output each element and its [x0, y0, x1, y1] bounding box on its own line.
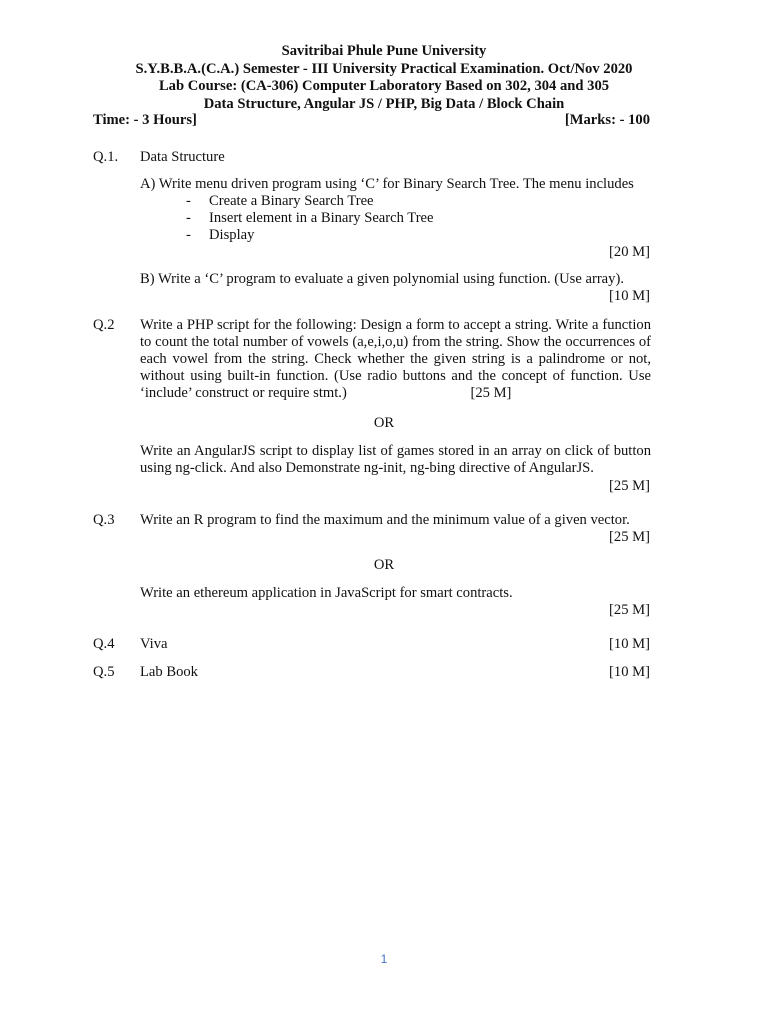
q3-text-2: Write an ethereum application in JavaScript for smart contracts.	[140, 585, 513, 601]
q2-text-1: Write a PHP script for the following: Design a form to accept a string. Write a function to count the total number of vowels (a,e,i,o,u) from the string. Show the occurrences of each vowel from the string. Check whether the given string is a palindrome or not, without using built-in function. (Use radio buttons and the concept of function. Use ‘include’ construct or require stmt.)	[140, 317, 651, 401]
q2-number: Q.2	[93, 317, 115, 333]
q4-text: Viva	[140, 636, 168, 652]
q1-bullet-item: Create a Binary Search Tree	[209, 193, 374, 209]
q2-marks-2: [25 M]	[609, 478, 650, 494]
q2-or: OR	[373, 415, 395, 431]
q3-number: Q.3	[93, 512, 115, 528]
q5-text: Lab Book	[140, 664, 198, 680]
q1-a-marks: [20 M]	[609, 244, 650, 260]
q3-marks-2: [25 M]	[609, 602, 650, 618]
q1-bullet-item: Insert element in a Binary Search Tree	[209, 210, 434, 226]
q1-bullet-item: Display	[209, 227, 255, 243]
q5-marks: [10 M]	[609, 664, 650, 680]
total-marks-label: [Marks: - 100	[564, 112, 650, 128]
q1-b-marks: [10 M]	[609, 288, 650, 304]
subjects-line: Data Structure, Angular JS / PHP, Big Data / Block Chain	[203, 95, 565, 112]
q3-or: OR	[373, 557, 395, 573]
q1-number: Q.1.	[93, 149, 119, 165]
time-label: Time: - 3 Hours]	[93, 112, 197, 128]
paper-header	[0, 43, 768, 113]
q4-number: Q.4	[93, 636, 115, 652]
q1-bullet-dash: -	[186, 227, 191, 243]
q5-number: Q.5	[93, 664, 115, 680]
page-number: 1	[380, 952, 388, 966]
q1-bullet-dash: -	[186, 210, 191, 226]
q2-option-2	[140, 443, 651, 477]
course-title: Lab Course: (CA-306) Computer Laboratory Based on 302, 304 and 305	[158, 78, 610, 94]
exam-title: S.Y.B.B.A.(C.A.) Semester - III University Practical Examination. Oct/Nov 2020	[135, 60, 633, 77]
q1-title: Data Structure	[140, 149, 225, 165]
q1-a-text: A) Write menu driven program using ‘C’ for Binary Search Tree. The menu includes	[140, 176, 634, 192]
q1-b-text: B) Write a ‘C’ program to evaluate a given polynomial using function. (Use array).	[140, 271, 624, 287]
q2-option-1	[140, 317, 651, 402]
q4-marks: [10 M]	[609, 636, 650, 652]
university-name: Savitribai Phule Pune University	[281, 43, 487, 59]
q1-bullet-dash: -	[186, 193, 191, 209]
q3-marks-1: [25 M]	[609, 529, 650, 545]
q2-text-2: Write an AngularJS script to display list of games stored in an array on click of button using ng-click. And also Demonstrate ng-init, ng-bing directive of AngularJS.	[140, 443, 651, 476]
q3-text-1: Write an R program to find the maximum and the minimum value of a given vector.	[140, 512, 630, 528]
q2-marks-1: [25 M]	[470, 385, 512, 401]
